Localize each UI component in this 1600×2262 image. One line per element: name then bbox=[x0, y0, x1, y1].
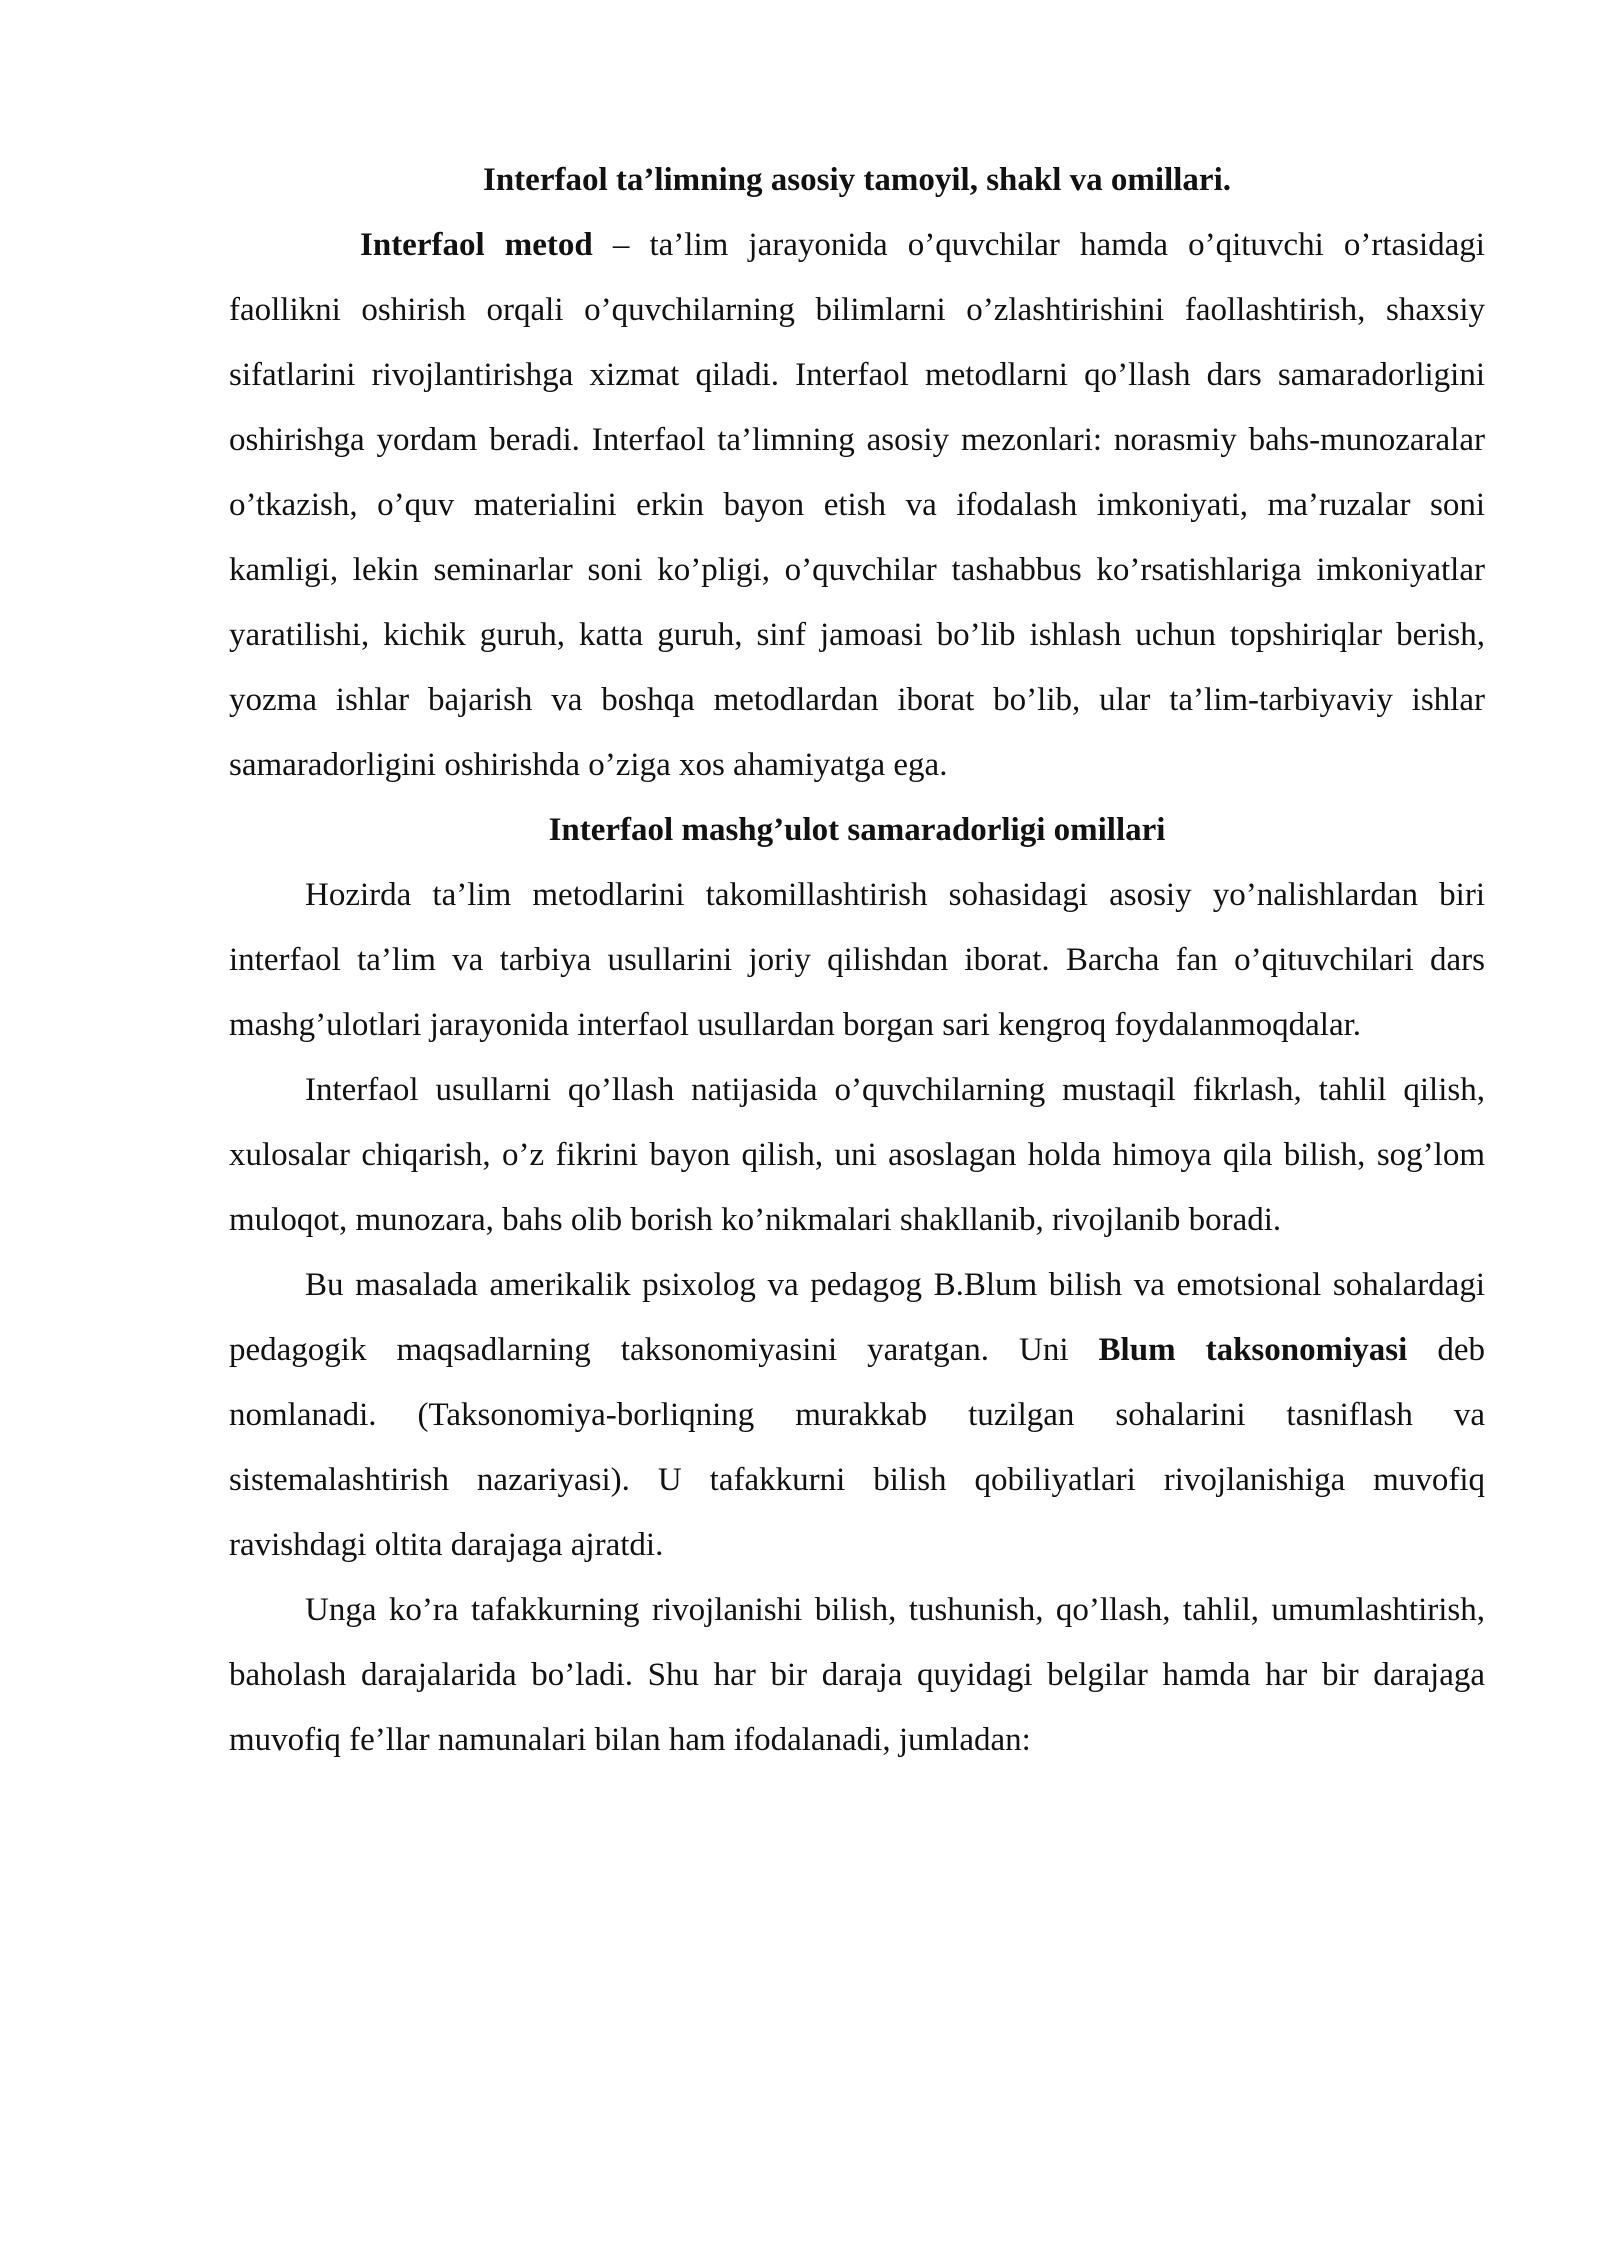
paragraph-tafakkur: Unga ko’ra tafakkurning rivojlanishi bilish, tushunish, qo’llash, tahlil, umumlashtirish, baholash darajalarida bo’ladi. Shu har bir daraja quyidagi belgilar hamda har bir darajaga muvofiq fe’llar namunalari bilan ham ifodalanadi, jumladan: bbox=[229, 1592, 1485, 1758]
paragraph-text: deb nomlanadi. (Taksonomiya-borliqning murakkab tuzilgan sohalarini tasniflash va sistemalashtirish nazariyasi). U tafakkurni bilish qobiliyatlari rivojlanishiga muvofiq ravishdagi oltita darajaga ajratdi. bbox=[229, 1332, 1485, 1563]
section-subtitle: Interfaol mashg’ulot samaradorligi omillari bbox=[548, 812, 1166, 848]
document-page bbox=[229, 148, 1485, 1773]
term-interfaol-metod: Interfaol metod bbox=[360, 227, 593, 263]
paragraph-interfaol-usullar: Interfaol usullarni qo’llash natijasida o’quvchilarning mustaqil fikrlash, tahlil qilish, xulosalar chiqarish, o’z fikrini bayon qilish, uni asoslagan holda himoya qila bilish, sog’lom muloqot, munozara, bahs olib borish ko’nikmalari shakllanib, rivojlanib boradi. bbox=[229, 1072, 1485, 1238]
paragraph-text: – ta’lim jarayonida o’quvchilar hamda o’qituvchi o’rtasidagi faollikni oshirish orqali o’quvchilarning bilimlarni o’zlashtirishini faollashtirish, shaxsiy sifatlarini rivojlantirishga xizmat qiladi. Interfaol metodlarni qo’llash dars samaradorligini oshirishga yordam beradi. Interfaol ta’limning asosiy mezonlari: norasmiy bahs-munozaralar o’tkazish, o’quv materialini erkin bayon etish va ifodalash imkoniyati, ma’ruzalar soni kamligi, lekin seminarlar soni ko’pligi, o’quvchilar tashabbus ko’rsatishlariga imkoniyatlar yaratilishi, kichik guruh, katta guruh, sinf jamoasi bo’lib ishlash uchun topshiriqlar berish, yozma ishlar bajarish va boshqa metodlardan iborat bo’lib, ular ta’lim-tarbiyaviy ishlar samaradorligini oshirishda o’ziga xos ahamiyatga ega. bbox=[229, 227, 1485, 783]
paragraph-blum bbox=[229, 1253, 1485, 1578]
paragraph-hozirda: Hozirda ta’lim metodlarini takomillashtirish sohasidagi asosiy yo’nalishlardan biri interfaol ta’lim va tarbiya usullarini joriy qilishdan iborat. Barcha fan o’qituvchilari dars mashg’ulotlari jarayonida interfaol usullardan borgan sari kengroq foydalanmoqdalar. bbox=[229, 877, 1485, 1043]
term-blum-taksonomiyasi: Blum taksonomiyasi bbox=[1098, 1332, 1408, 1368]
paragraph-text: Bu masalada amerikalik psixolog va pedagog B.Blum bilish va emotsional sohalardagi pedagogik maqsadlarning taksonomiyasini yaratgan. Uni bbox=[229, 1267, 1485, 1368]
document-title: Interfaol ta’limning asosiy tamoyil, shakl va omillari. bbox=[482, 162, 1231, 198]
paragraph-interfaol-metod bbox=[229, 213, 1485, 798]
